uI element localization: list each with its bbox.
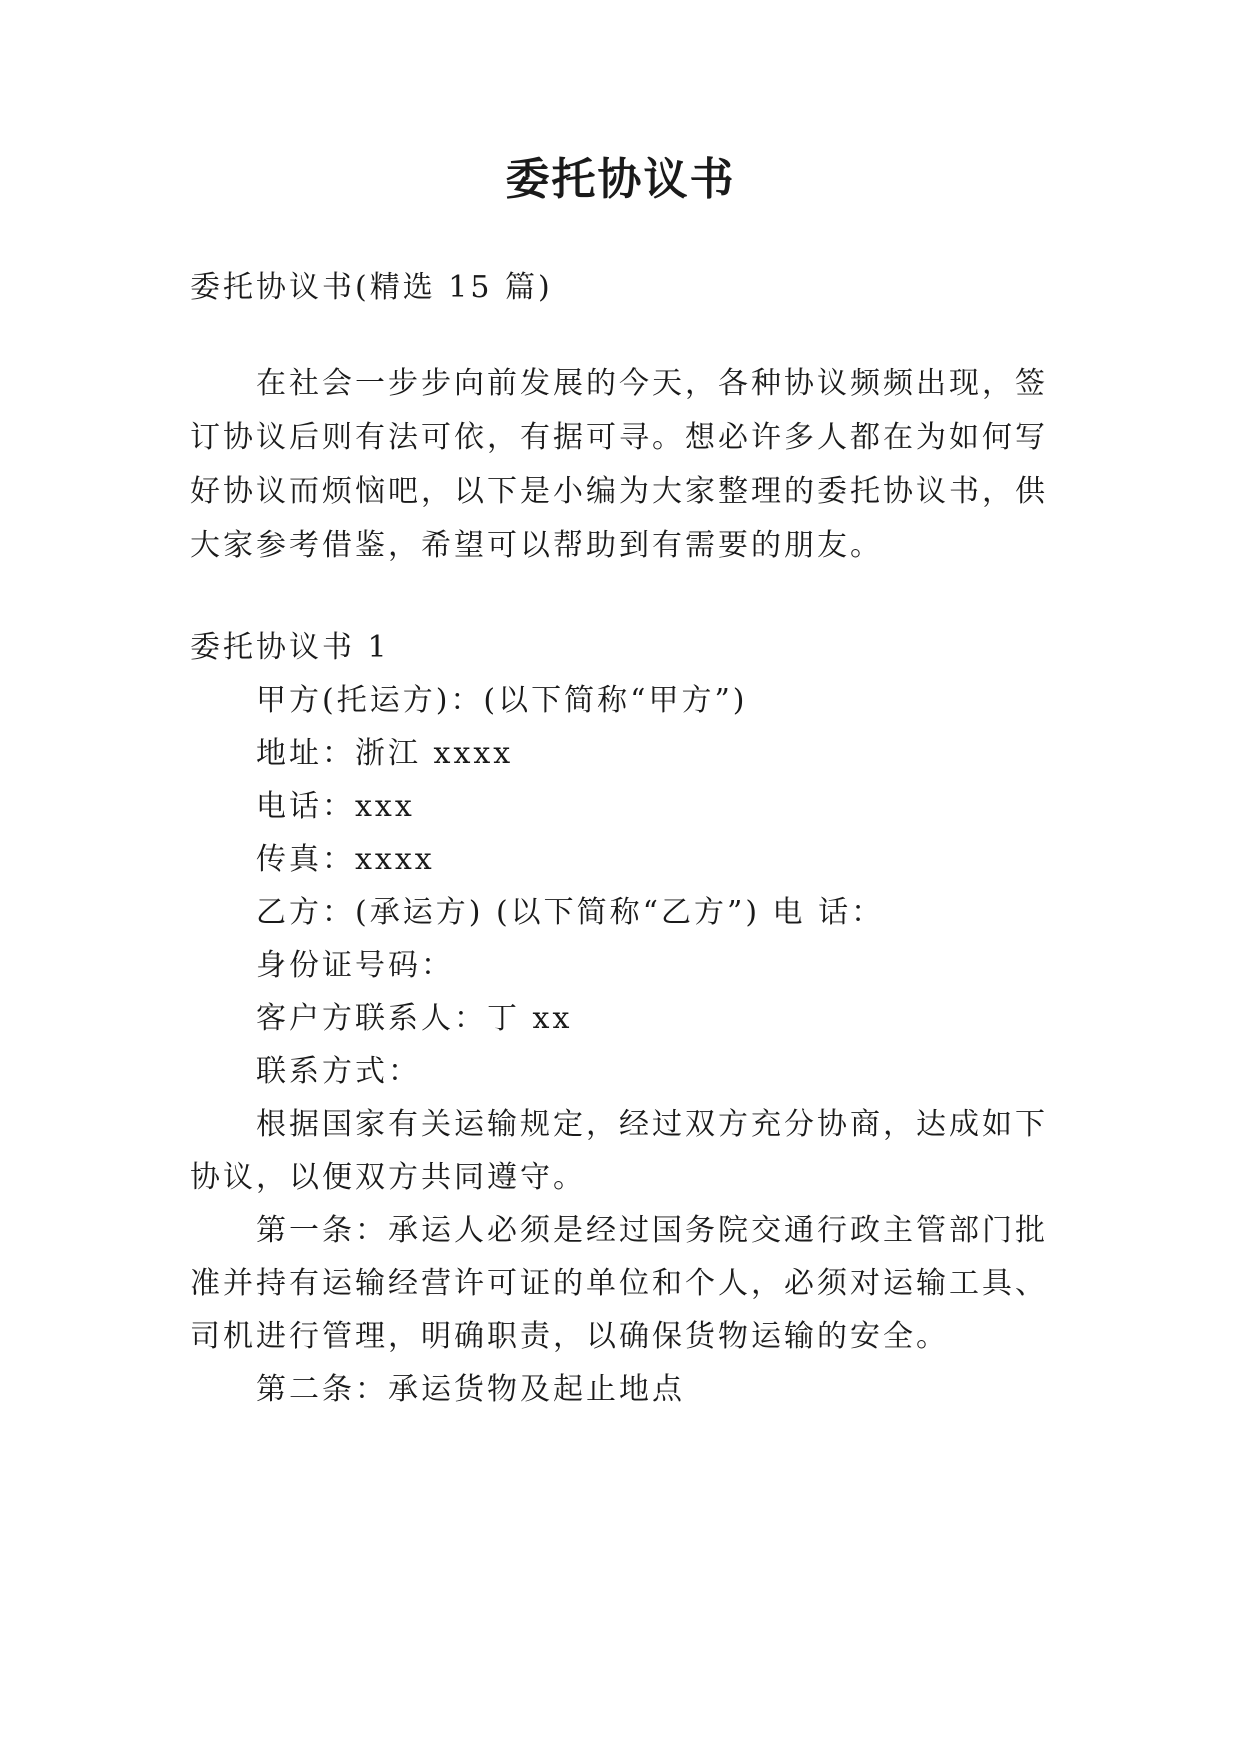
intro-line-2: 订协议后则有法可依，有据可寻。想必许多人都在为如何写 — [190, 420, 1048, 455]
intro-line-4: 大家参考借鉴，希望可以帮助到有需要的朋友。 — [190, 528, 883, 563]
id-number-line: 身份证号码： — [256, 948, 454, 983]
intro-line-3: 好协议而烦恼吧，以下是小编为大家整理的委托协议书，供 — [190, 474, 1048, 509]
intro-line-1: 在社会一步步向前发展的今天，各种协议频频出现，签 — [256, 366, 1048, 401]
agreement-line-2: 协议，以便双方共同遵守。 — [190, 1160, 586, 1195]
article-2-line: 第二条：承运货物及起止地点 — [256, 1372, 685, 1407]
document-title: 委托协议书 — [505, 154, 736, 205]
article-1-line-2: 准并持有运输经营许可证的单位和个人，必须对运输工具、 — [190, 1266, 1048, 1301]
agreement-line-1: 根据国家有关运输规定，经过双方充分协商，达成如下 — [256, 1107, 1048, 1142]
article-1-line-1: 第一条：承运人必须是经过国务院交通行政主管部门批 — [256, 1213, 1048, 1248]
address-line: 地址：浙江 xxxx — [256, 736, 514, 771]
contact-method-line: 联系方式： — [256, 1054, 421, 1089]
document-subtitle: 委托协议书(精选 15 篇) — [190, 270, 553, 305]
article-1-line-3: 司机进行管理，明确职责，以确保货物运输的安全。 — [190, 1319, 949, 1354]
party-a-line: 甲方(托运方)：(以下简称“甲方”) — [256, 683, 748, 718]
phone-line: 电话：xxx — [256, 789, 415, 824]
section-heading: 委托协议书 1 — [190, 630, 390, 665]
party-b-line: 乙方：(承运方) (以下简称“乙方”) 电 话： — [256, 895, 885, 930]
fax-line: 传真：xxxx — [256, 842, 435, 877]
client-contact-line: 客户方联系人：丁 xx — [256, 1001, 573, 1036]
